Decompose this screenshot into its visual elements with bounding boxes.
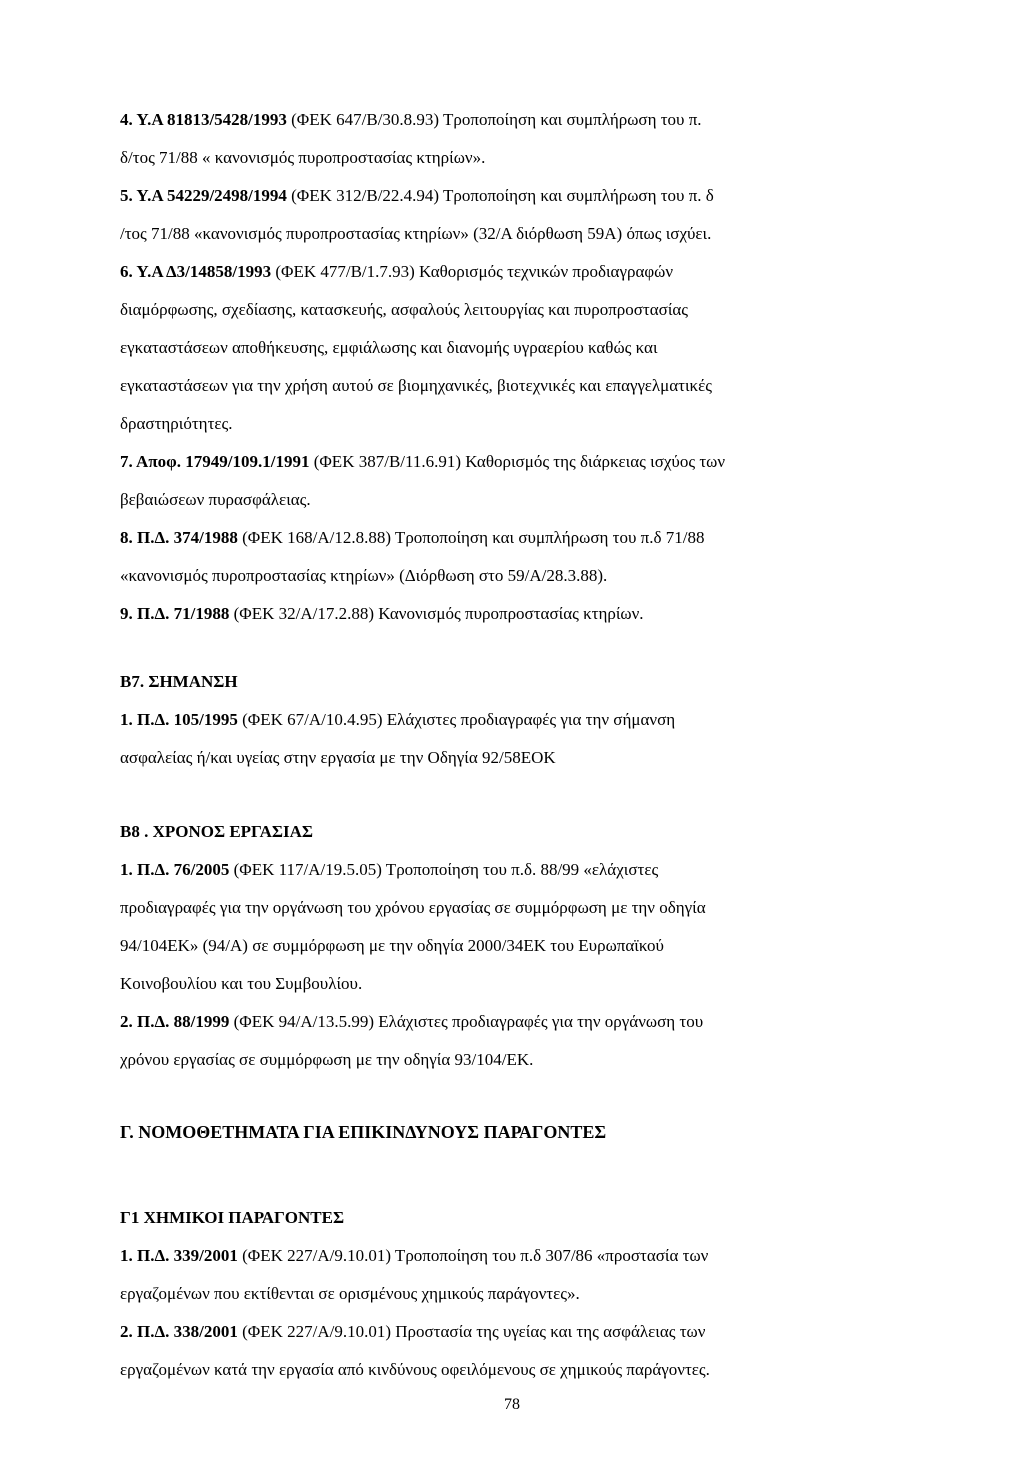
spacer xyxy=(120,633,890,663)
b8-item-1-ref: 1. Π.Δ. 76/2005 xyxy=(120,860,230,879)
spacer xyxy=(120,777,890,813)
item-5-text-1: (ΦΕΚ 312/Β/22.4.94) Τροποποίηση και συμπλήρωση του π. δ xyxy=(286,186,714,205)
section-b7-heading: Β7. ΣΗΜΑΝΣΗ xyxy=(120,672,238,691)
b8-item-1-line-2: προδιαγραφές για την οργάνωση του χρόνου εργασίας σε συμμόρφωση με την οδηγία xyxy=(120,898,706,917)
item-8-text-1: (ΦΕΚ 168/Α/12.8.88) Τροποποίηση και συμπλήρωση του π.δ 71/88 xyxy=(237,528,705,547)
item-5-ref: 5. Υ.Α 54229/2498/1994 xyxy=(120,186,287,205)
b7-item-1-line-2: ασφαλείας ή/και υγείας στην εργασία με την Οδηγία 92/58ΕΟΚ xyxy=(120,748,556,767)
item-9-ref: 9. Π.Δ. 71/1988 xyxy=(120,604,230,623)
item-6-line-2: διαμόρφωσης, σχεδίασης, κατασκευής, ασφαλούς λειτουργίας και πυροπροστασίας xyxy=(120,300,689,319)
b8-item-2-ref: 2. Π.Δ. 88/1999 xyxy=(120,1012,230,1031)
section-g1-heading: Γ1 ΧΗΜΙΚΟΙ ΠΑΡΑΓΟΝΤΕΣ xyxy=(120,1208,345,1227)
item-8-line-2: «κανονισμός πυροπροστασίας κτηρίων» (Διόρθωση στο 59/Α/28.3.88). xyxy=(120,566,608,585)
b7-item-1-line-1 xyxy=(120,701,890,739)
g1-item-1-line-2: εργαζομένων που εκτίθενται σε ορισμένους χημικούς παράγοντες». xyxy=(120,1284,580,1303)
g1-item-2-ref: 2. Π.Δ. 338/2001 xyxy=(120,1322,238,1341)
item-6-line-3: εγκαταστάσεων αποθήκευσης, εμφιάλωσης και διανομής υγραερίου καθώς και xyxy=(120,338,658,357)
item-7-line-1 xyxy=(120,443,890,481)
item-6-ref: 6. Υ.Α Δ3/14858/1993 xyxy=(120,262,272,281)
g1-item-2-line-1 xyxy=(120,1313,890,1351)
g1-item-1-line-1 xyxy=(120,1237,890,1275)
b8-item-1-line-4: Κοινοβουλίου και του Συμβουλίου. xyxy=(120,974,363,993)
item-8-ref: 8. Π.Δ. 374/1988 xyxy=(120,528,238,547)
item-6-line-5: δραστηριότητες. xyxy=(120,414,233,433)
b8-item-2-text-1: (ΦΕΚ 94/Α/13.5.99) Ελάχιστες προδιαγραφές για την οργάνωση του xyxy=(229,1012,704,1031)
page-number: 78 xyxy=(504,1396,520,1413)
section-g-heading: Γ. ΝΟΜΟΘΕΤΗΜΑΤΑ ΓΙΑ ΕΠΙΚΙΝΔΥΝΟΥΣ ΠΑΡΑΓΟΝΤΕΣ xyxy=(120,1122,607,1142)
spacer xyxy=(120,1151,890,1199)
b8-item-2-line-1 xyxy=(120,1003,890,1041)
b8-item-1-text-1: (ΦΕΚ 117/Α/19.5.05) Τροποποίηση του π.δ. 88/99 «ελάχιστες xyxy=(229,860,659,879)
g1-item-1-ref: 1. Π.Δ. 339/2001 xyxy=(120,1246,238,1265)
g1-item-2-text-1: (ΦΕΚ 227/Α/9.10.01) Προστασία της υγείας και της ασφάλειας των xyxy=(237,1322,706,1341)
b8-item-1-line-3: 94/104ΕΚ» (94/Α) σε συμμόρφωση με την οδηγία 2000/34ΕΚ του Ευρωπαϊκού xyxy=(120,936,664,955)
item-6-line-1 xyxy=(120,253,890,291)
b7-item-1-ref: 1. Π.Δ. 105/1995 xyxy=(120,710,238,729)
item-7-text-1: (ΦΕΚ 387/Β/11.6.91) Καθορισμός της διάρκειας ισχύος των xyxy=(309,452,726,471)
item-4-line-2: δ/τος 71/88 « κανονισμός πυροπροστασίας κτηρίων». xyxy=(120,148,486,167)
spacer xyxy=(120,1079,890,1113)
item-6-line-4: εγκαταστάσεων για την χρήση αυτού σε βιομηχανικές, βιοτεχνικές και επαγγελματικές xyxy=(120,376,712,395)
b7-item-1-text-1: (ΦΕΚ 67/Α/10.4.95) Ελάχιστες προδιαγραφές για την σήμανση xyxy=(237,710,676,729)
item-5-line-1 xyxy=(120,177,890,215)
section-b8-heading: Β8 . ΧΡΟΝΟΣ ΕΡΓΑΣΙΑΣ xyxy=(120,822,314,841)
item-4-text-1: (ΦΕΚ 647/Β/30.8.93) Τροποποίηση και συμπλήρωση του π. xyxy=(286,110,702,129)
item-7-ref: 7. Αποφ. 17949/109.1/1991 xyxy=(120,452,310,471)
item-5-line-2: /τος 71/88 «κανονισμός πυροπροστασίας κτηρίων» (32/Α διόρθωση 59Α) όπως ισχύει. xyxy=(120,224,712,243)
g1-item-2-line-2: εργαζομένων κατά την εργασία από κινδύνους οφειλόμενους σε χημικούς παράγοντες. xyxy=(120,1360,710,1379)
item-6-text-1: (ΦΕΚ 477/Β/1.7.93) Καθορισμός τεχνικών προδιαγραφών xyxy=(271,262,674,281)
item-8-line-1 xyxy=(120,519,890,557)
item-9-text-1: (ΦΕΚ 32/Α/17.2.88) Κανονισμός πυροπροστασίας κτηρίων. xyxy=(229,604,644,623)
g1-item-1-text-1: (ΦΕΚ 227/Α/9.10.01) Τροποποίηση του π.δ 307/86 «προστασία των xyxy=(237,1246,709,1265)
item-9-line-1 xyxy=(120,595,890,633)
b8-item-2-line-2: χρόνου εργασίας σε συμμόρφωση με την οδηγία 93/104/ΕΚ. xyxy=(120,1050,534,1069)
item-4-line-1 xyxy=(120,101,890,139)
item-7-line-2: βεβαιώσεων πυρασφάλειας. xyxy=(120,490,311,509)
b8-item-1-line-1 xyxy=(120,851,890,889)
item-4-ref: 4. Υ.Α 81813/5428/1993 xyxy=(120,110,287,129)
document-body xyxy=(120,101,890,1389)
